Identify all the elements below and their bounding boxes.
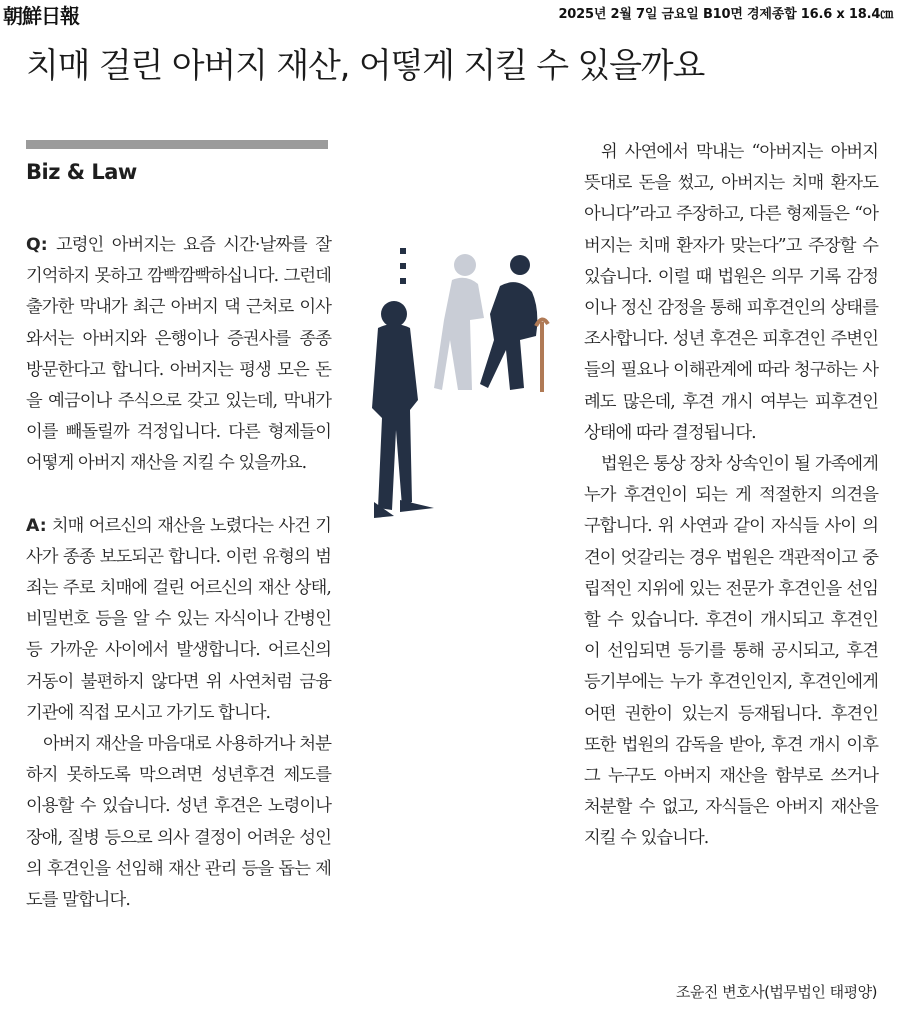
article-column-right — [584, 137, 878, 855]
dot-2 — [400, 263, 406, 269]
masthead — [0, 0, 897, 26]
author-byline: 조윤진 변호사(법무법인 태평양) — [675, 983, 877, 1001]
answer-paragraph-1 — [26, 511, 331, 729]
newspaper-logo: 朝鮮日報 — [3, 4, 79, 28]
dot-1 — [400, 248, 406, 254]
man-figure — [372, 301, 434, 518]
article-column-left — [26, 230, 331, 916]
cane — [540, 322, 544, 392]
question-paragraph — [26, 230, 331, 480]
answer-paragraph-4: 법원은 통상 장차 상속인이 될 가족에게 누가 후견인이 되는 게 적절한지 의견을 구합니다. 위 사연과 같이 자식들 사이 의견이 엇갈리는 경우 법원은 객관적이고 중립적인 지위에 있는 전문가 후견인을 선임할 수 있습니다. 후견이 개시되고 후견인이 선임되면 등기를 통해 공시되고, 후견 등기부에는 누가 후견인인지, 후견인에게 어떤 권한이 있는지 등재됩니다. 후견인 또한 법원의 감독을 받아, 후견 개시 이후 그 누구도 아버지 재산을 함부로 쓰거나 처분할 수 없고, 자식들은 아버지 재산을 지킬 수 있습니다. — [584, 454, 878, 849]
elder-figure — [480, 255, 537, 390]
question-label: Q: — [26, 235, 48, 255]
caregiver-figure — [434, 254, 484, 390]
answer-label: A: — [26, 515, 47, 536]
answer-paragraph-2: 아버지 재산을 마음대로 사용하거나 처분하지 못하도록 막으려면 성년후견 제도를 이용할 수 있습니다. 성년 후견은 노령이나 장애, 질병 등으로 의사 결정이 어려운 성인의 후견인을 선임해 재산 관리 등을 돕는 제도를 말합니다. — [26, 734, 331, 911]
answer-text-1: 치매 어르신의 재산을 노렸다는 사건 기사가 종종 보도되곤 합니다. 이런 유형의 범죄는 주로 치매에 걸린 어르신의 재산 상태, 비밀번호 등을 알 수 있는 자식이나 간병인 등 가까운 사이에서 발생합니다. 어르신의 거동이 불편하지 않다면 위 사연처럼 금융기관에 직접 모시고 가기도 합니다. — [26, 515, 331, 723]
section-label: Biz & Law — [26, 160, 137, 184]
section-rule — [26, 140, 328, 149]
answer-paragraph-3: 위 사연에서 막내는 “아버지는 아버지 뜻대로 돈을 썼고, 아버지는 치매 환자도 아니다”라고 주장하고, 다른 형제들은 “아버지는 치매 환자가 맞는다”고 주장할 수 있습니다. 이럴 때 법원은 의무 기록 감정이나 정신 감정을 통해 피후견인의 상태를 조사합니다. 성년 후견은 피후견인 주변인들의 필요나 이해관계에 따라 청구하는 사례도 많은데, 후견 개시 여부는 피후견인 상태에 따라 결정됩니다. — [584, 142, 878, 443]
article-headline: 치매 걸린 아버지 재산, 어떻게 지킬 수 있을까요 — [26, 46, 705, 86]
edition-info: 2025년 2월 7일 금요일 B10면 경제종합 16.6 x 18.4㎝ — [558, 7, 893, 22]
paragraph-gap — [26, 480, 331, 511]
dot-3 — [400, 278, 406, 284]
caregiver-elder-illustration-icon — [360, 240, 575, 540]
question-text: 고령인 아버지는 요즘 시간·날짜를 잘 기억하지 못하고 깜빡깜빡하십니다. 그런데 출가한 막내가 최근 아버지 댁 근처로 이사 와서는 아버지와 은행이나 증권사를 종종 방문한다고 합니다. 아버지는 평생 모은 돈을 예금이나 주식으로 갖고 있는데, 막내가 이를 빼돌릴까 걱정입니다. 다른 형제들이 어떻게 아버지 재산을 지킬 수 있을까요. — [26, 235, 331, 474]
